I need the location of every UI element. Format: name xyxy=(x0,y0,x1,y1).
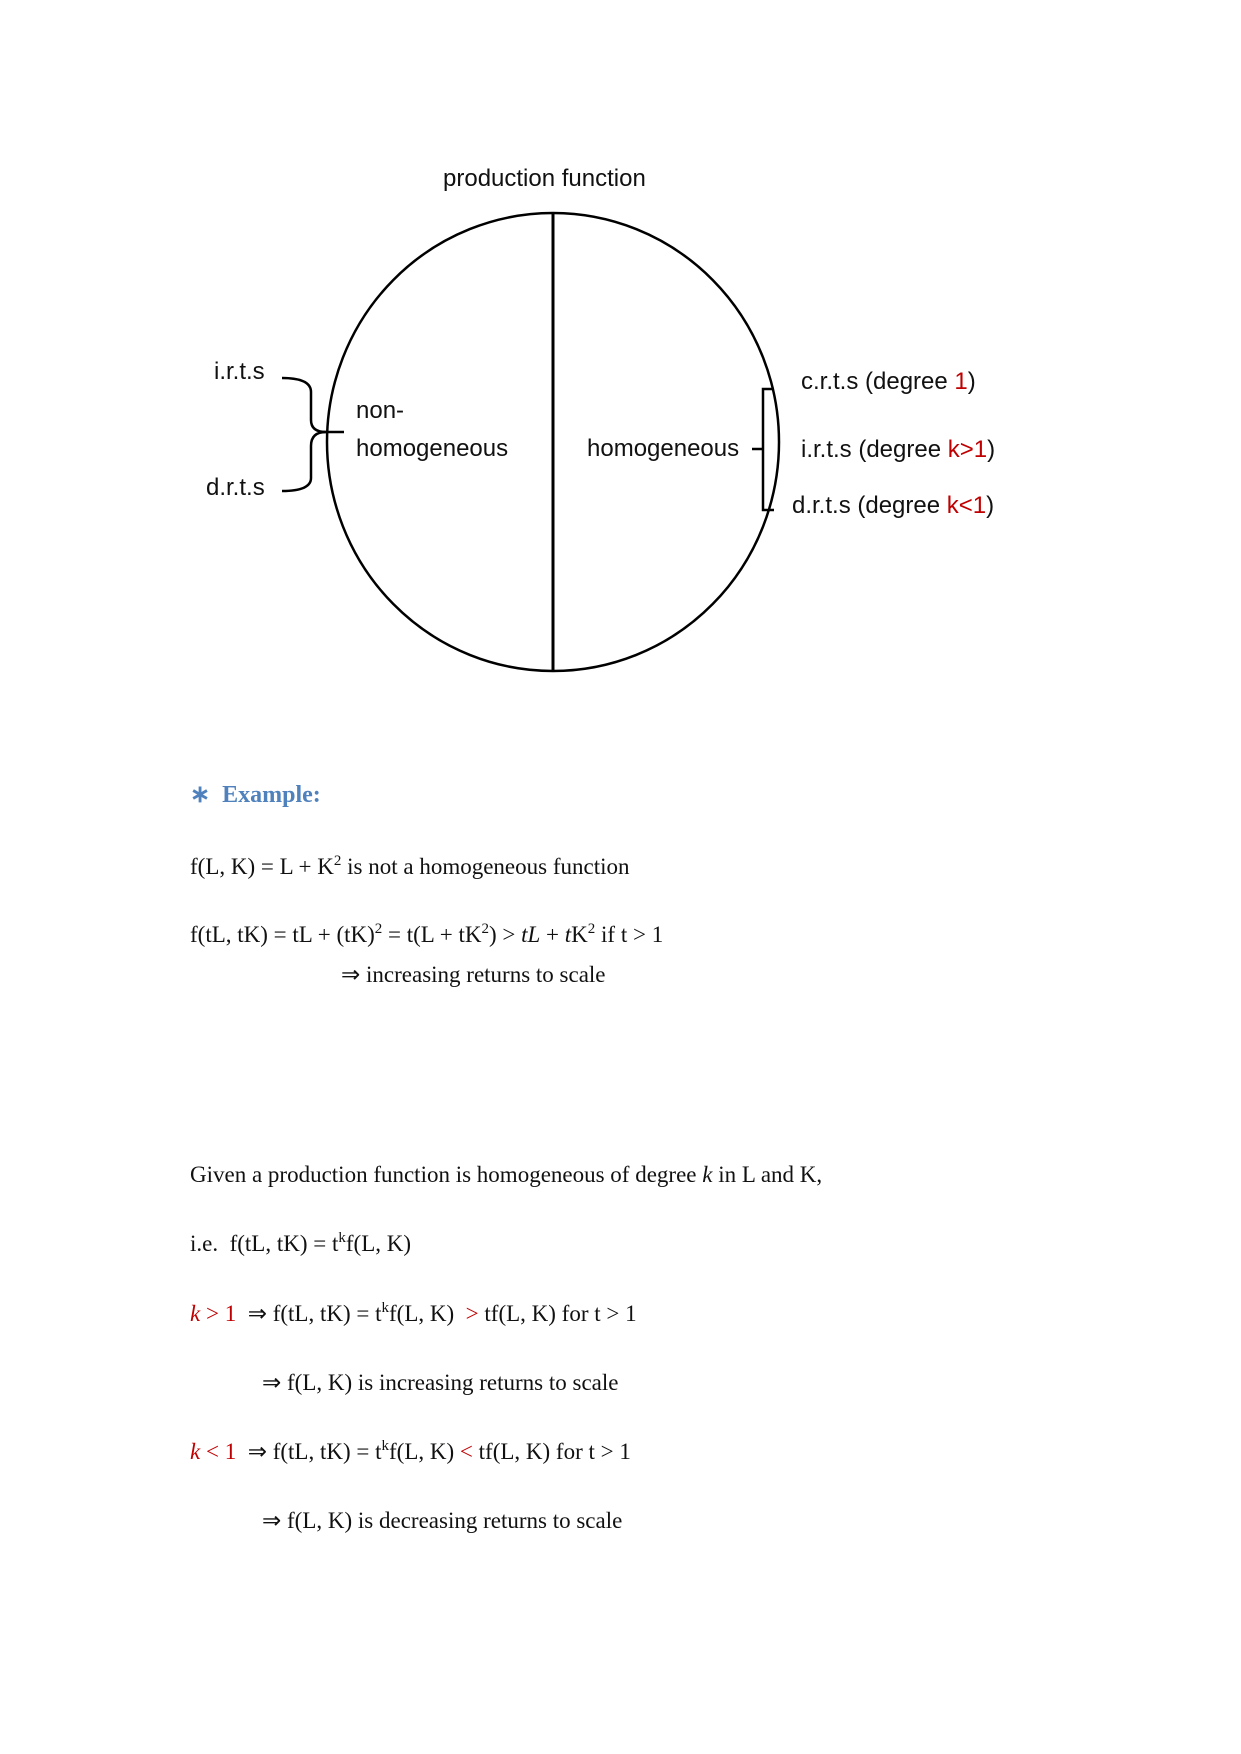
text-segment: Given a production function is homogeneous of degree xyxy=(190,1162,703,1187)
text-segment: f(L, K) xyxy=(345,1231,412,1256)
text-segment: f(tL, tK) = tL + (tK) xyxy=(190,922,375,947)
text-segment: > xyxy=(465,1301,479,1326)
text-segment: tf(L, K) for t > 1 xyxy=(478,1301,637,1326)
text-segment: in L and K, xyxy=(712,1162,823,1187)
degree-value: k<1 xyxy=(946,492,987,519)
eq-line xyxy=(262,1371,619,1394)
text-segment: tf(L, K) for t > 1 xyxy=(472,1439,631,1464)
right-label-crts xyxy=(801,370,976,394)
asterisk-icon: ∗ xyxy=(190,782,211,808)
left-brace xyxy=(282,378,326,491)
eq-line xyxy=(190,1232,411,1255)
text-segment: ⇒ f(L, K) is increasing returns to scale xyxy=(262,1370,619,1395)
superscript: 2 xyxy=(481,921,489,937)
text-segment: f(L, K) = L + K xyxy=(190,854,334,879)
right-label-drts xyxy=(792,494,994,518)
homogeneous-label: homogeneous xyxy=(587,435,740,462)
superscript: 2 xyxy=(333,853,342,869)
label-prefix: d.r.t.s (degree xyxy=(792,492,947,519)
label-prefix: i.r.t.s (degree xyxy=(801,436,948,463)
example-heading xyxy=(190,780,321,809)
label-suffix: ) xyxy=(967,368,976,395)
eq-line xyxy=(341,963,606,986)
text-segment: = t(L + tK xyxy=(382,922,482,947)
text-segment: > 1 xyxy=(200,1301,237,1326)
text-segment: tL xyxy=(521,922,541,947)
text-segment: is not a homogeneous function xyxy=(341,854,630,879)
text-segment: k xyxy=(190,1439,201,1464)
eq-line xyxy=(262,1509,622,1532)
text-segment: i.e. f(tL, tK) = t xyxy=(190,1231,339,1256)
text-segment: if t > 1 xyxy=(595,922,664,947)
text-segment: ⇒ f(tL, tK) = t xyxy=(236,1439,382,1464)
eq-line xyxy=(190,1440,631,1463)
text-segment: f(L, K) xyxy=(389,1301,466,1326)
superscript: k xyxy=(381,1438,390,1454)
left-label-irts: i.r.t.s xyxy=(214,358,265,385)
text-segment: k xyxy=(702,1162,713,1187)
text-segment: ⇒ f(L, K) is decreasing returns to scale xyxy=(262,1508,623,1533)
label-suffix: ) xyxy=(986,492,995,519)
superscript: 2 xyxy=(587,921,596,937)
text-segment: t xyxy=(564,922,572,947)
text-segment: + xyxy=(540,922,565,947)
text-segment: f(L, K) xyxy=(389,1439,460,1464)
label-suffix: ) xyxy=(987,436,996,463)
superscript: 2 xyxy=(374,921,383,937)
example-label: Example: xyxy=(222,782,321,808)
text-segment: ⇒ increasing returns to scale xyxy=(341,962,606,987)
text-segment: ⇒ f(tL, tK) = t xyxy=(236,1301,382,1326)
degree-value: 1 xyxy=(954,368,968,395)
degree-value: k>1 xyxy=(947,436,988,463)
label-prefix: c.r.t.s (degree xyxy=(801,368,955,395)
non-homogeneous-line1: non- xyxy=(356,397,405,424)
left-label-drts: d.r.t.s xyxy=(206,474,265,501)
eq-line xyxy=(190,1163,822,1186)
eq-line xyxy=(190,1302,637,1325)
diagram-title: production function xyxy=(443,165,646,192)
text-segment: k xyxy=(190,1301,201,1326)
superscript: k xyxy=(338,1230,346,1246)
eq-line xyxy=(190,923,663,946)
text-segment: ) > xyxy=(488,922,522,947)
text-segment: K xyxy=(571,922,588,947)
superscript: k xyxy=(381,1300,390,1316)
right-label-irts xyxy=(801,438,995,462)
eq-line xyxy=(190,855,630,878)
non-homogeneous-line2: homogeneous xyxy=(356,435,509,462)
text-segment: < 1 xyxy=(200,1439,237,1464)
text-segment: < xyxy=(459,1439,473,1464)
